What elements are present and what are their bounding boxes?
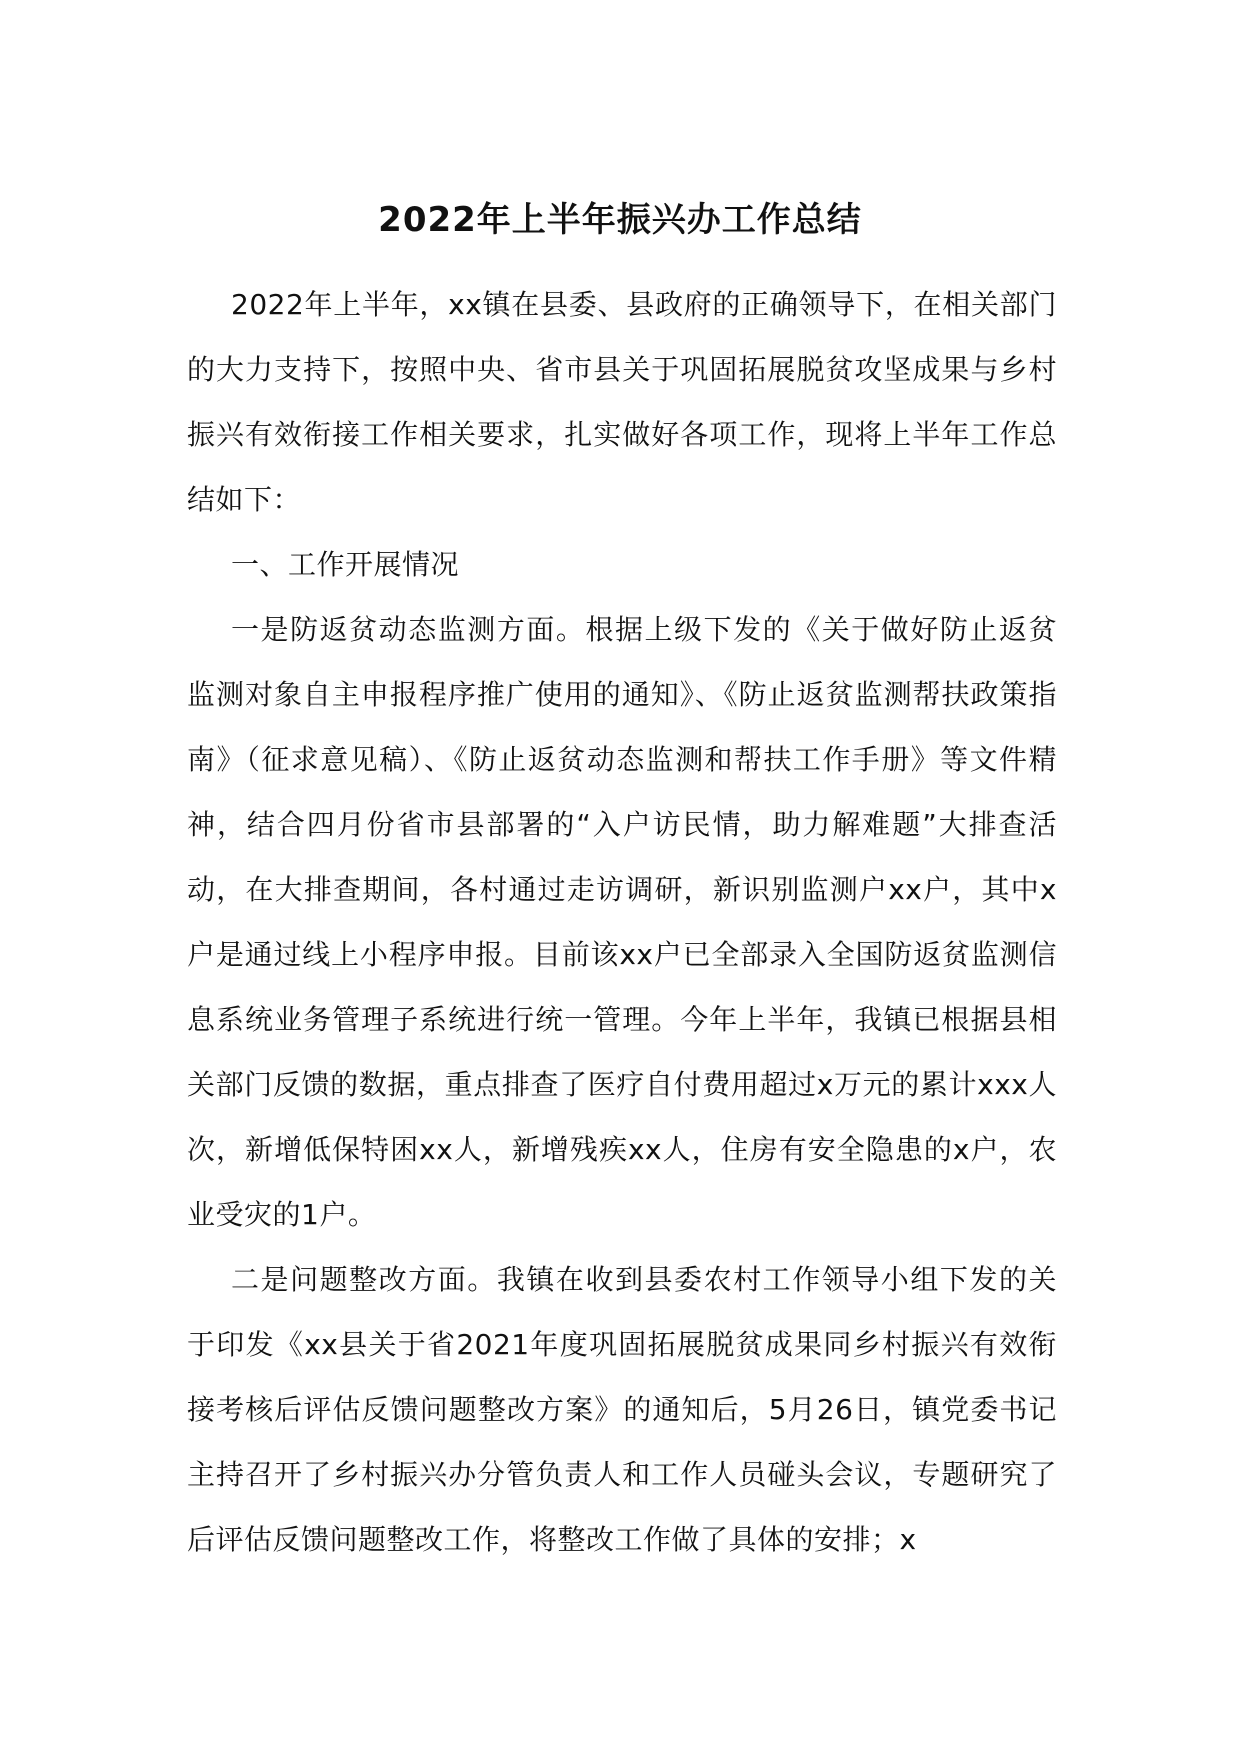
paragraph-monitoring: 一是防返贫动态监测方面。根据上级下发的《关于做好防止返贫监测对象自主申报程序推广使用的通知》、《防止返贫监测帮扶政策指南》（征求意见稿）、《防止返贫动态监测和帮扶工作手册》等文件精神，结合四月份省市县部署的“入户访民情，助力解难题”大排查活动，在大排查期间，各村通过走访调研，新识别监测户xx户，其中x户是通过线上小程序申报。目前该xx户已全部录入全国防返贫监测信息系统业务管理子系统进行统一管理。今年上半年，我镇已根据县相关部门反馈的数据，重点排查了医疗自付费用超过x万元的累计xxx人次，新增低保特困xx人，新增残疾xx人，住房有安全隐患的x户，农业受灾的1户。 <box>187 613 1057 1231</box>
document-body <box>187 272 1057 1572</box>
document-title: 2022年上半年振兴办工作总结 <box>378 200 862 240</box>
section-heading-work-status: 一、工作开展情况 <box>231 548 460 581</box>
paragraph-intro: 2022年上半年，xx镇在县委、县政府的正确领导下，在相关部门的大力支持下，按照中央、省市县关于巩固拓展脱贫攻坚成果与乡村振兴有效衔接工作相关要求，扎实做好各项工作，现将上半年工作总结如下： <box>187 288 1057 516</box>
paragraph-rectification: 二是问题整改方面。我镇在收到县委农村工作领导小组下发的关于印发《xx县关于省2021年度巩固拓展脱贫成果同乡村振兴有效衔接考核后评估反馈问题整改方案》的通知后，5月26日，镇党委书记主持召开了乡村振兴办分管负责人和工作人员碰头会议，专题研究了后评估反馈问题整改工作，将整改工作做了具体的安排；x <box>187 1263 1057 1556</box>
